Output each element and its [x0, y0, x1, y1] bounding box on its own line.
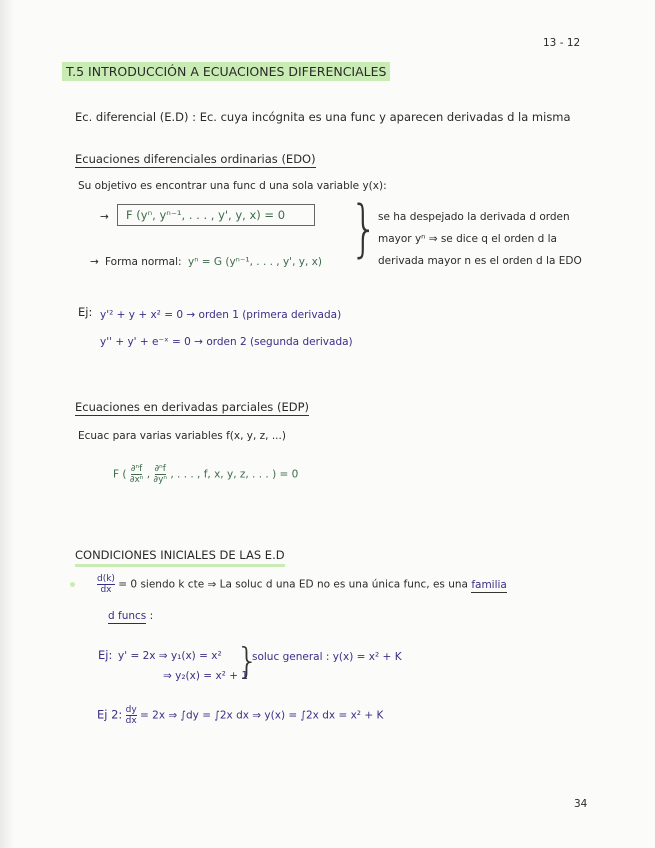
- fraction: [130, 464, 144, 485]
- brace: }: [350, 193, 378, 265]
- denominator: ∂xⁿ: [129, 475, 144, 485]
- arrow-icon: →: [90, 256, 99, 268]
- colon: :: [149, 610, 154, 622]
- date: 13 - 12: [543, 37, 581, 49]
- note-line: se ha despejado la derivada d orden: [378, 211, 570, 223]
- numerator: d(k): [97, 574, 115, 584]
- ej1-general: soluc general : y(x) = x² + K: [252, 651, 402, 663]
- ej1-label: Ej:: [98, 648, 113, 662]
- funcs-word: d funcs: [108, 610, 147, 622]
- ej2: [97, 705, 383, 726]
- formula-prefix: F (: [113, 468, 127, 481]
- ej1-line: ⇒ y₂(x) = x² + 1: [163, 670, 249, 682]
- ci-text: = 0 siendo k cte ⇒ La soluc d una ED no es una única func, es una: [118, 578, 468, 591]
- denominator: dx: [100, 585, 112, 595]
- fraction: [126, 705, 137, 726]
- brace: }: [236, 641, 259, 682]
- edp-heading: Ecuaciones en derivadas parciales (EDP): [75, 400, 309, 414]
- ej1-line: y' = 2x ⇒ y₁(x) = x²: [118, 650, 222, 662]
- note-line: derivada mayor n es el orden d la EDO: [378, 255, 582, 267]
- formula-suffix: , . . . , f, x, y, z, . . . ) = 0: [170, 468, 299, 481]
- example-line: y'² + y + x² = 0 → orden 1 (primera derivada): [100, 309, 342, 321]
- numerator: ∂ⁿf: [130, 464, 143, 474]
- normal-form-label: Forma normal:: [105, 256, 182, 268]
- ci-line1: [97, 574, 507, 595]
- edo-heading: Ecuaciones diferenciales ordinarias (EDO): [75, 152, 316, 166]
- implicit-form: F (yⁿ, yⁿ⁻¹, . . . , y', y, x) = 0: [117, 204, 315, 226]
- ej2-equation: = 2x ⇒ ∫dy = ∫2x dx ⇒ y(x) = ∫2x dx = x² + K: [140, 709, 384, 722]
- page-title: T.5 INTRODUCCIÓN A ECUACIONES DIFERENCIALES: [62, 62, 390, 81]
- ci-funcs: [108, 610, 153, 622]
- ej2-label: Ej 2:: [97, 707, 123, 722]
- edp-formula: F ( $\frac{\text{∂ⁿf}}{\text{∂xⁿ}}$ , $\frac{\text{∂ⁿf}}{\text{∂yⁿ}}$ , . . . , f, x, y, z, . . . ) = 0: [113, 464, 299, 485]
- numerator: ∂ⁿf: [154, 464, 166, 474]
- note-line: mayor yⁿ ⇒ se dice q el orden d la: [378, 233, 557, 245]
- numerator: dy: [125, 705, 137, 715]
- bullet: [70, 582, 75, 587]
- example-line: y'' + y' + e⁻ˣ = 0 → orden 2 (segunda derivada): [100, 336, 353, 348]
- arrow-icon: →: [100, 211, 109, 223]
- edo-objective: Su objetivo es encontrar una func d una sola variable y(x):: [78, 180, 387, 192]
- example-label: Ej:: [78, 305, 93, 319]
- definition: Ec. diferencial (E.D) : Ec. cuya incógnita es una func y aparecen derivadas d la misma: [75, 110, 571, 124]
- page-edge-shadow: [0, 0, 14, 848]
- denominator: dx: [125, 716, 137, 726]
- fraction: [153, 464, 167, 485]
- ci-heading: CONDICIONES INICIALES DE LAS E.D: [75, 548, 285, 567]
- denominator: ∂yⁿ: [153, 475, 167, 485]
- familia-word: familia: [471, 578, 507, 591]
- normal-form: yⁿ = G (yⁿ⁻¹, . . . , y', y, x): [188, 256, 322, 268]
- page-number: 34: [574, 798, 588, 810]
- fraction: [97, 574, 115, 595]
- edp-text: Ecuac para varias variables f(x, y, z, ...): [78, 430, 286, 442]
